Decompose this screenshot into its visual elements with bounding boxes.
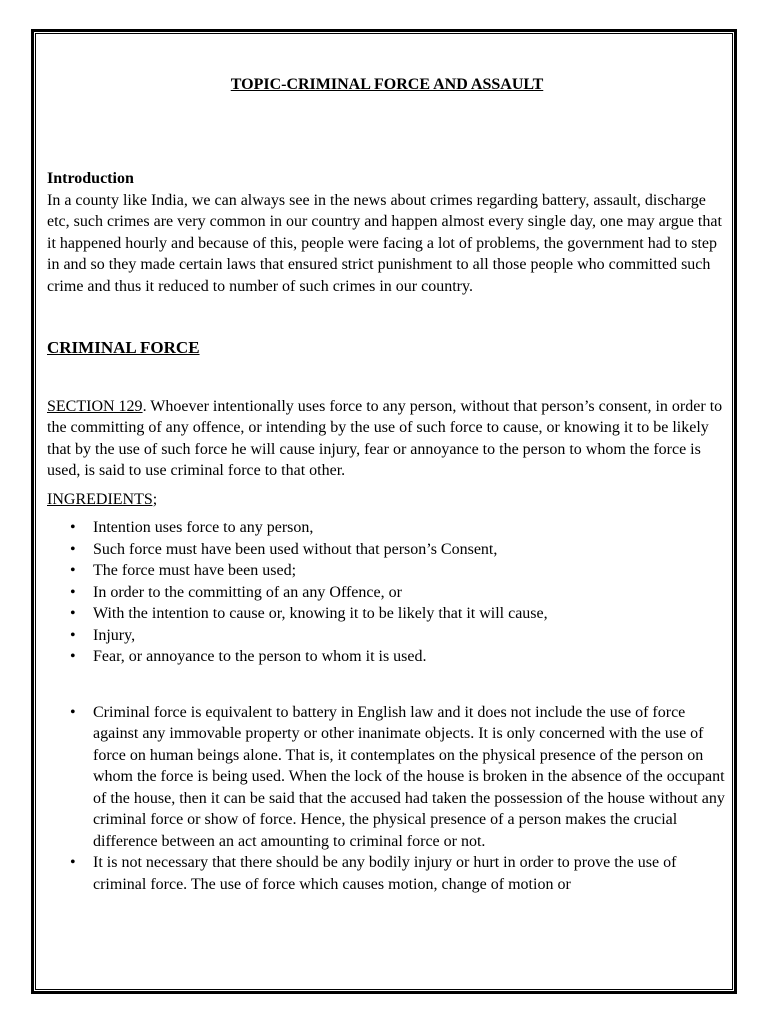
ingredients-list [47,517,727,668]
list-item: • Intention uses force to any person, [93,517,727,539]
list-item: • Fear, or annoyance to the person to whom it is used. [93,646,727,668]
section-text: . Whoever intentionally uses force to any person, without that person’s consent, in order to the committing of any offence, or intending by the use of such force to cause, or knowing it to be likely that by the use of such force he will cause injury, fear or annoyance to the person to whom the force is used, is said to use criminal force to that other. [47,397,723,479]
list-item: • It is not necessary that there should be any bodily injury or hurt in order to prove the use of criminal force. The use of force which causes motion, change of motion or [93,852,727,895]
introduction-heading: Introduction [47,170,134,187]
section-label: SECTION 129 [47,397,143,415]
list-item: • Such force must have been used without that person’s Consent, [93,539,727,561]
list-item: • Injury, [93,625,727,647]
list-item: • Criminal force is equivalent to battery in English law and it does not include the use of force against any immovable property or other inanimate objects. It is only concerned with the use of force on human beings alone. That is, it contemplates on the physical presence of the person on whom the force is being used. When the lock of the house is broken in the absence of the occupant of the house, then it can be said that the accused had taken the possession of the house without any criminal force or show of force. Hence, the physical presence of a person makes the crucial difference between an act amounting to criminal force or not. [93,702,727,853]
list-item: • In order to the committing of an any Offence, or [93,582,727,604]
criminal-force-heading: CRIMINAL FORCE [47,338,200,357]
document-title: TOPIC-CRIMINAL FORCE AND ASSAULT [230,76,544,93]
notes-list [47,702,727,896]
introduction-paragraph: In a county like India, we can always see in the news about crimes regarding battery, assault, discharge etc, such crimes are very common in our country and happen almost every single day, one may argue that it happened hourly and because of this, people were facing a lot of problems, the government had to step in and so they made certain laws that ensured strict punishment to all those people who committed such crime and thus it reduced to number of such crimes in our country. [47,191,722,295]
document-body [47,74,727,895]
ingredients-heading: INGREDIENTS; [47,490,158,508]
list-item: • With the intention to cause or, knowing it to be likely that it will cause, [93,603,727,625]
list-item: • The force must have been used; [93,560,727,582]
section-129-paragraph [47,396,727,482]
